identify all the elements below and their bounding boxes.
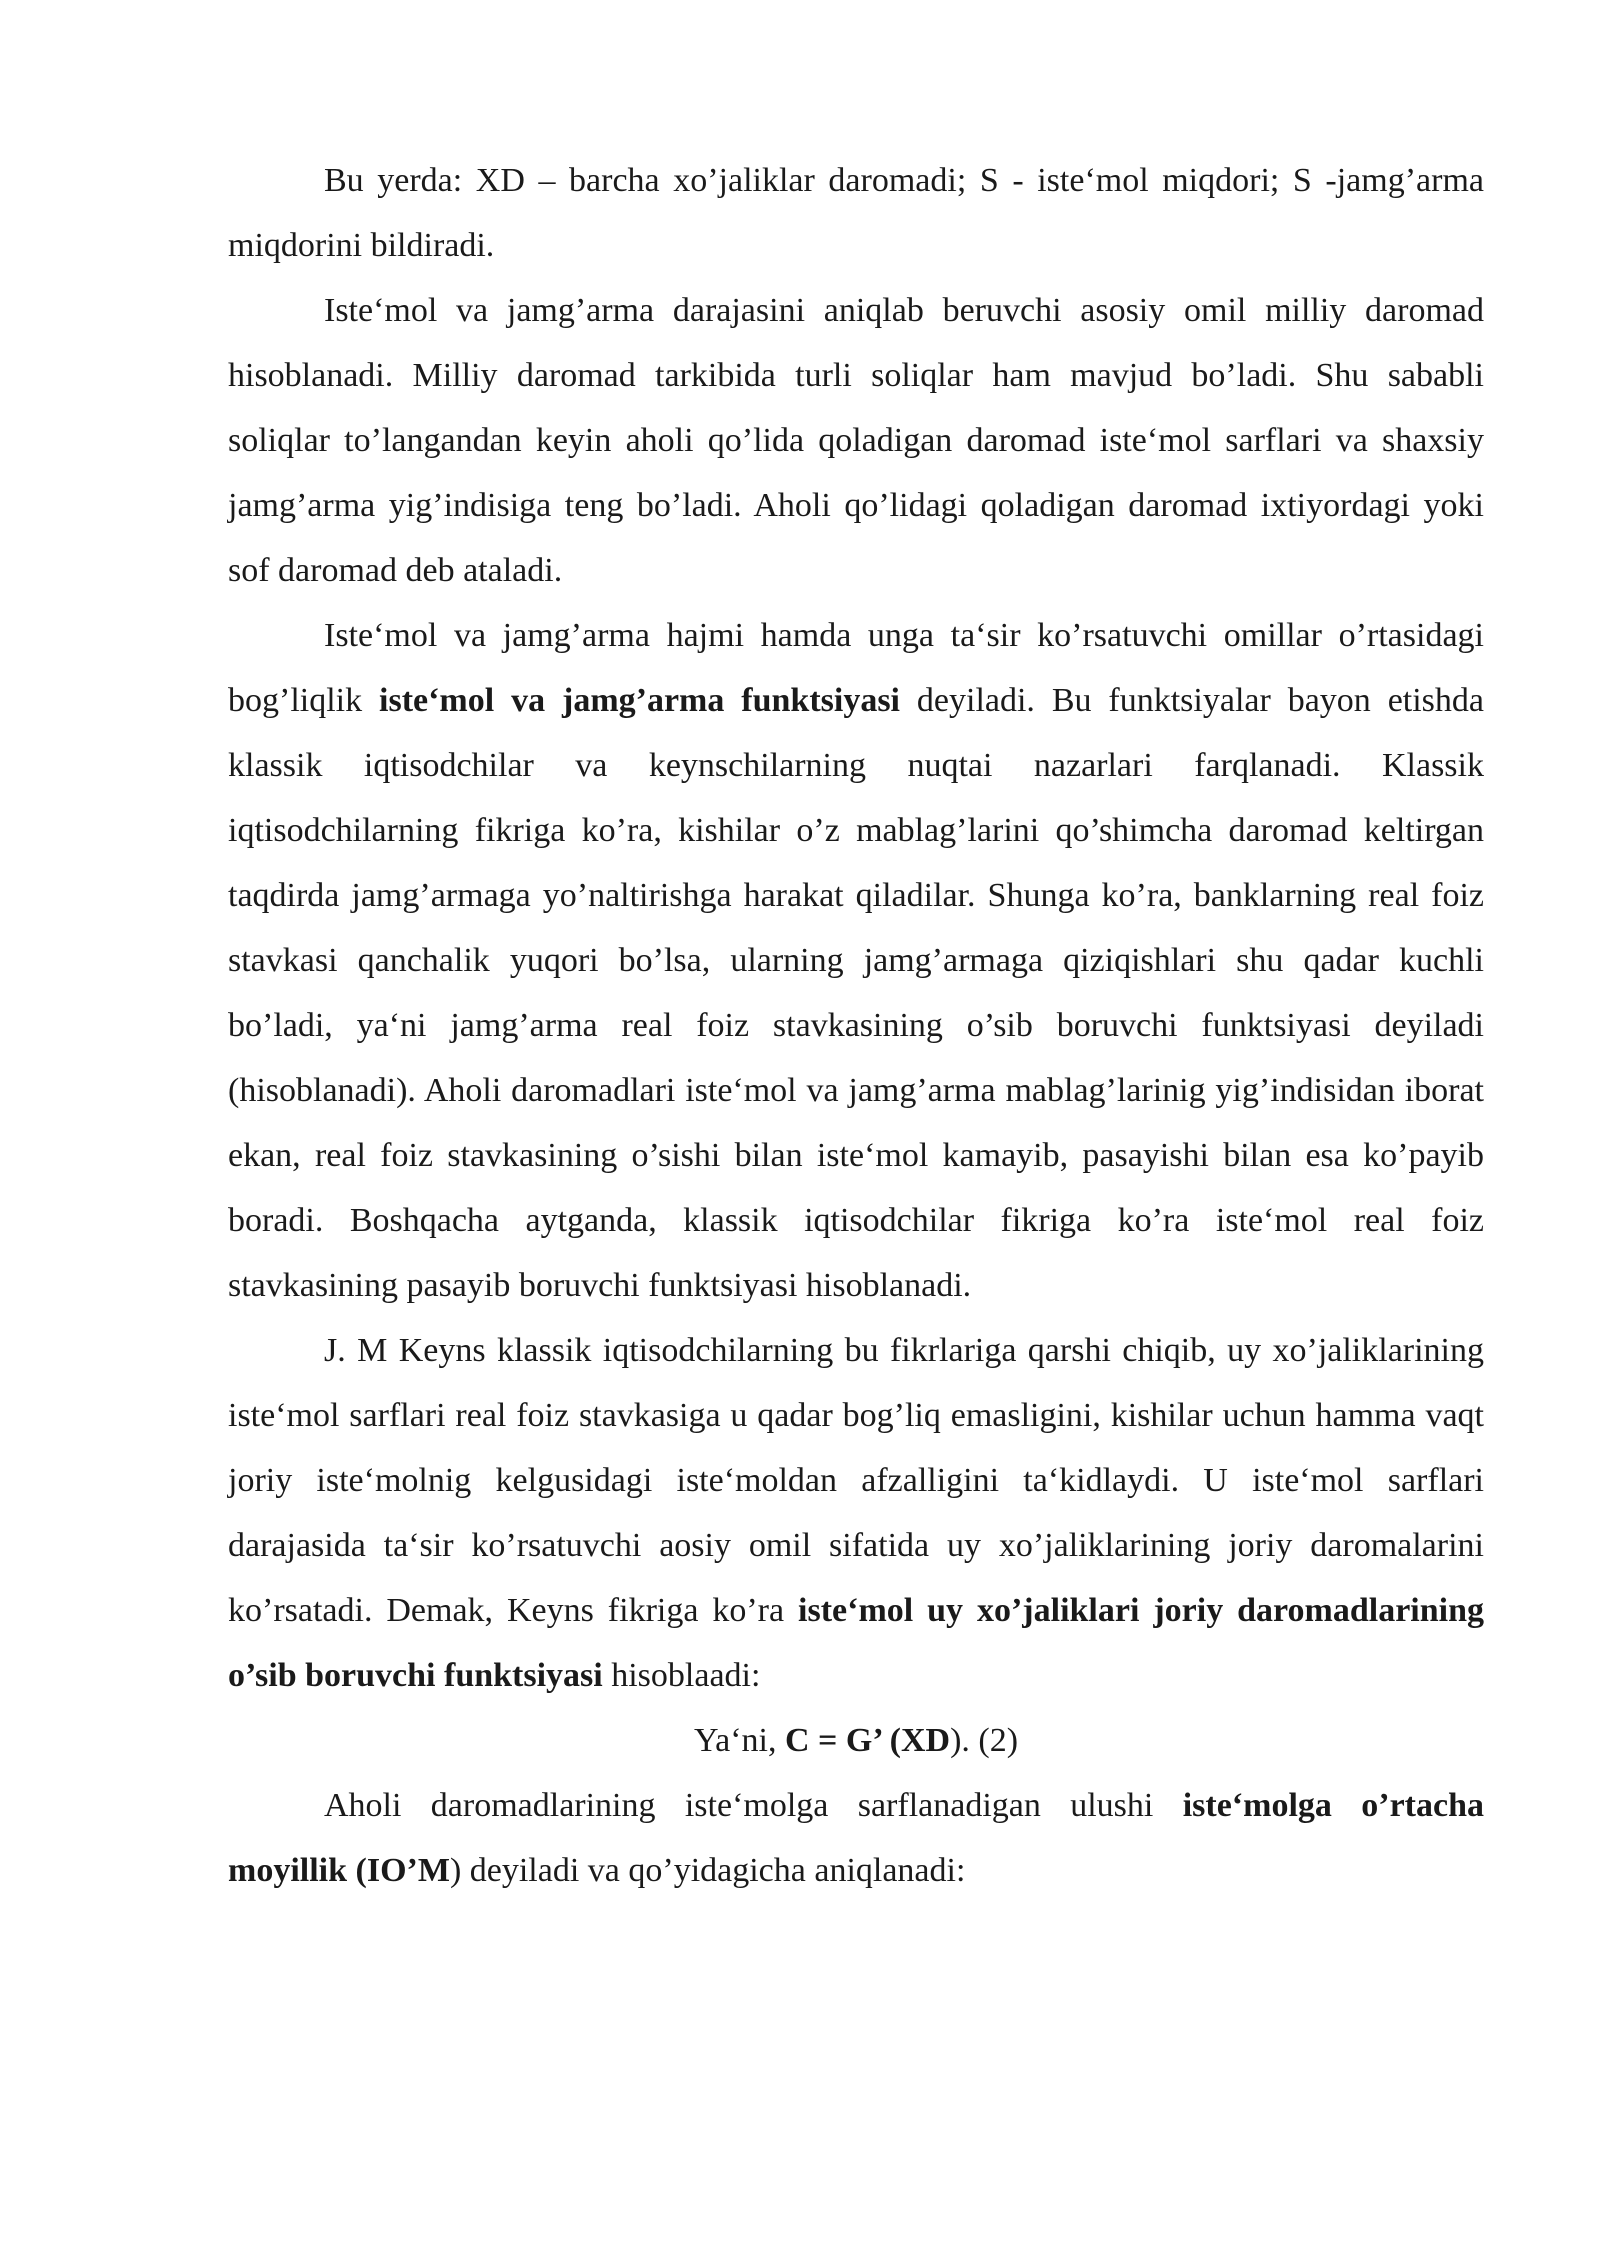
formula-line (228, 1708, 1484, 1773)
paragraph-classical-view (228, 603, 1484, 1318)
paragraph-text: ) deyiladi va qo’yidagicha aniqlanadi: (449, 1852, 966, 1889)
paragraph-national-income: Iste‘mol va jamg’arma darajasini aniqlab beruvchi asosiy omil milliy daromad hisoblanadi. Milliy daromad tarkibida turli soliqlar ham mavjud bo’ladi. Shu sababli soliqlar to’langandan keyin aholi qo’lida qoladigan daromad iste‘mol sarflari va shaxsiy jamg’arma yig’indisiga teng bo’ladi. Aholi qo’lidagi qoladigan daromad ixtiyordagi yoki sof daromad deb ataladi. (228, 292, 1484, 589)
paragraph-text: J. M Keyns klassik iqtisodchilarning bu fikrlariga qarshi chiqib, uy xo’jaliklarining iste‘mol sarflari real foiz stavkasiga u qadar bog’liq emasligini, kishilar uchun hamma vaqt joriy iste‘molnig kelgusidagi iste‘moldan afzalligini ta‘kidlaydi. U iste‘mol sarflari darajasida ta‘sir ko’rsatuvchi aosiy omil sifatida uy xo’jaliklarining joriy daromalarini ko’rsatadi. Demak, Keyns fikriga ko’ra (228, 1332, 1484, 1629)
paragraph-keynes-view (228, 1318, 1484, 1708)
paragraph-text: hisoblaadi: (602, 1657, 761, 1694)
formula-number: ). (2) (950, 1722, 1019, 1759)
term-consumption-saving-function: iste‘mol va jamg’arma funktsiyasi (379, 682, 901, 719)
formula-expression: C = G’ (XD (784, 1722, 951, 1759)
term-average-propensity: iste‘molga o’rtacha moyillik (IO’M (228, 1787, 1484, 1889)
paragraph-average-propensity (228, 1773, 1484, 1903)
paragraph-text: Iste‘mol va jamg’arma hajmi hamda unga ta‘sir ko’rsatuvchi omillar o’rtasidagi bog’liqlik (228, 617, 1484, 719)
paragraph-text: deyiladi. Bu funktsiyalar bayon etishda klassik iqtisodchilar va keynschilarning nuqtai nazarlari farqlanadi. Klassik iqtisodchilarning fikriga ko’ra, kishilar o’z mablag’larini qo’shimcha daromad keltirgan taqdirda jamg’armaga yo’naltirishga harakat qiladilar. Shunga ko’ra, banklarning real foiz stavkasi qanchalik yuqori bo’lsa, ularning jamg’armaga qiziqishlari shu qadar kuchli bo’ladi, ya‘ni jamg’arma real foiz stavkasining o’sib boruvchi funktsiyasi deyiladi (hisoblanadi). Aholi daromadlari iste‘mol va jamg’arma mablag’larinig yig’indisidan iborat ekan, real foiz stavkasining o’sishi bilan iste‘mol kamayib, pasayishi bilan esa ko’payib boradi. Boshqacha aytganda, klassik iqtisodchilar fikriga ko’ra iste‘mol real foiz stavkasining pasayib boruvchi funktsiyasi hisoblanadi. (228, 682, 1485, 1304)
formula-prefix: Ya‘ni, (693, 1722, 785, 1759)
paragraph-definitions: Bu yerda: XD – barcha xo’jaliklar daromadi; S - iste‘mol miqdori; S -jamg’arma miqdorini bildiradi. (228, 162, 1484, 264)
term-keynes-consumption-function: iste‘mol uy xo’jaliklari joriy daromadlarining o’sib boruvchi funktsiyasi (228, 1592, 1484, 1694)
document-page (228, 148, 1484, 1903)
paragraph-text: Aholi daromadlarining iste‘molga sarflanadigan ulushi (324, 1787, 1183, 1824)
